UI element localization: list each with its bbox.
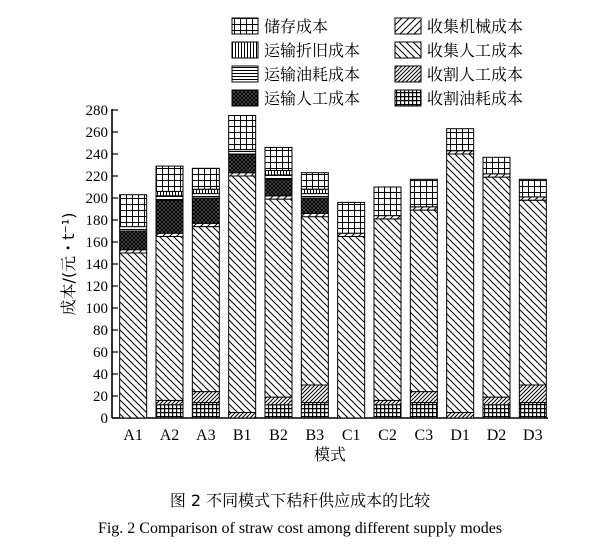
bar-segment <box>120 195 147 227</box>
bar-segment <box>447 413 474 419</box>
legend-swatch <box>232 90 258 106</box>
bar-segment <box>265 175 292 179</box>
bar-segment <box>265 171 292 175</box>
bar-segment <box>483 157 510 174</box>
bar-segment <box>301 173 328 190</box>
bar-segment <box>301 189 328 193</box>
y-tick-label: 220 <box>85 169 108 185</box>
y-tick-label: 260 <box>85 125 108 141</box>
bar-segment <box>156 237 183 401</box>
x-tick-label: C2 <box>378 427 397 444</box>
bar-segment <box>483 397 510 405</box>
legend-swatch <box>232 42 258 58</box>
bar-segment <box>229 150 256 154</box>
y-tick-label: 240 <box>85 147 108 163</box>
bar-segment <box>192 168 219 189</box>
bar-segment <box>410 210 437 392</box>
bar-segment <box>156 200 183 233</box>
bar-segment <box>519 403 546 418</box>
legend-label: 运输折旧成本 <box>264 41 361 60</box>
bar-segment <box>192 392 219 403</box>
x-tick-label: A1 <box>123 427 143 444</box>
legend-swatch <box>395 90 421 106</box>
bar-segment <box>156 191 183 195</box>
bar-segment <box>301 385 328 403</box>
bar-segment <box>192 189 219 193</box>
legend-label: 收集机械成本 <box>427 17 524 36</box>
y-tick-label: 160 <box>85 235 108 251</box>
bar-segment <box>374 400 401 404</box>
bar-segment <box>192 198 219 223</box>
bar-segment <box>156 405 183 418</box>
bar-segment <box>447 129 474 151</box>
y-tick-label: 20 <box>93 389 108 405</box>
bar-segment <box>410 403 437 418</box>
bar-segment <box>192 403 219 418</box>
bar-segment <box>301 194 328 198</box>
bar-segment <box>301 217 328 385</box>
y-axis-title: 成本/(元・t⁻¹) <box>59 212 78 316</box>
y-tick-label: 0 <box>100 411 108 427</box>
x-tick-label: B1 <box>232 427 252 444</box>
x-tick-label: A3 <box>196 427 216 444</box>
legend-label: 储存成本 <box>264 17 329 36</box>
y-tick-label: 200 <box>85 191 108 207</box>
x-tick-label: C3 <box>414 427 434 444</box>
x-tick-label: D2 <box>486 427 507 444</box>
bar-segment <box>265 397 292 405</box>
bar-segment <box>301 198 328 213</box>
x-axis-title: 模式 <box>313 445 347 464</box>
figure-caption-chinese: 图 2 不同模式下秸秆供应成本的比较 <box>169 491 431 510</box>
bar-segment <box>447 154 474 413</box>
x-tick-label: B3 <box>305 427 325 444</box>
bar-segment <box>374 405 401 418</box>
y-tick-label: 100 <box>85 301 108 317</box>
x-tick-label: C1 <box>341 427 361 444</box>
bar-segment <box>156 196 183 200</box>
y-tick-label: 140 <box>85 257 108 273</box>
bar-segment <box>338 237 365 419</box>
bar-segment <box>338 202 365 233</box>
y-tick-label: 180 <box>85 213 108 229</box>
legend-swatch <box>395 66 421 82</box>
y-tick-label: 280 <box>85 103 108 119</box>
y-tick-label: 60 <box>93 345 108 361</box>
bar-segment <box>265 147 292 170</box>
legend-swatch <box>232 18 258 34</box>
bar-segment <box>483 177 510 397</box>
bar-segment <box>229 116 256 150</box>
x-tick-label: B2 <box>269 427 288 444</box>
bar-segment <box>120 227 147 231</box>
x-tick-label: A2 <box>159 427 180 444</box>
bar-segment <box>265 179 292 196</box>
bar-segment <box>229 154 256 173</box>
bar-segment <box>519 200 546 385</box>
bar-segment <box>192 194 219 198</box>
bar-segment <box>483 405 510 418</box>
figure-caption-english: Fig. 2 Comparison of straw cost among different supply modes <box>97 520 503 537</box>
y-tick-label: 80 <box>93 323 108 339</box>
bar-segment <box>410 179 437 207</box>
bar-segment <box>156 166 183 191</box>
legend-swatch <box>232 66 258 82</box>
legend-swatch <box>395 42 421 58</box>
legend-label: 收集人工成本 <box>427 41 524 60</box>
y-tick-label: 120 <box>85 279 108 295</box>
x-tick-label: D1 <box>450 427 470 444</box>
bar-segment <box>265 405 292 418</box>
x-tick-label: D3 <box>523 427 543 444</box>
bar-segment <box>265 199 292 397</box>
legend-label: 收割人工成本 <box>427 65 524 84</box>
legend-label: 运输油耗成本 <box>264 65 361 84</box>
bar-segment <box>192 227 219 392</box>
legend-swatch <box>395 18 421 34</box>
bar-segment <box>519 179 546 197</box>
legend-label: 运输人工成本 <box>264 89 361 108</box>
bar-segment <box>120 231 147 250</box>
bar-segment <box>120 253 147 418</box>
bar-segment <box>519 385 546 403</box>
bar-segment <box>301 403 328 418</box>
bar-segment <box>156 400 183 404</box>
bar-segment <box>229 413 256 419</box>
y-tick-label: 40 <box>93 367 108 383</box>
bar-segment <box>229 176 256 413</box>
bar-segment <box>374 219 401 401</box>
bar-segment <box>410 392 437 403</box>
bar-segment <box>374 187 401 216</box>
legend-label: 收割油耗成本 <box>427 89 524 108</box>
